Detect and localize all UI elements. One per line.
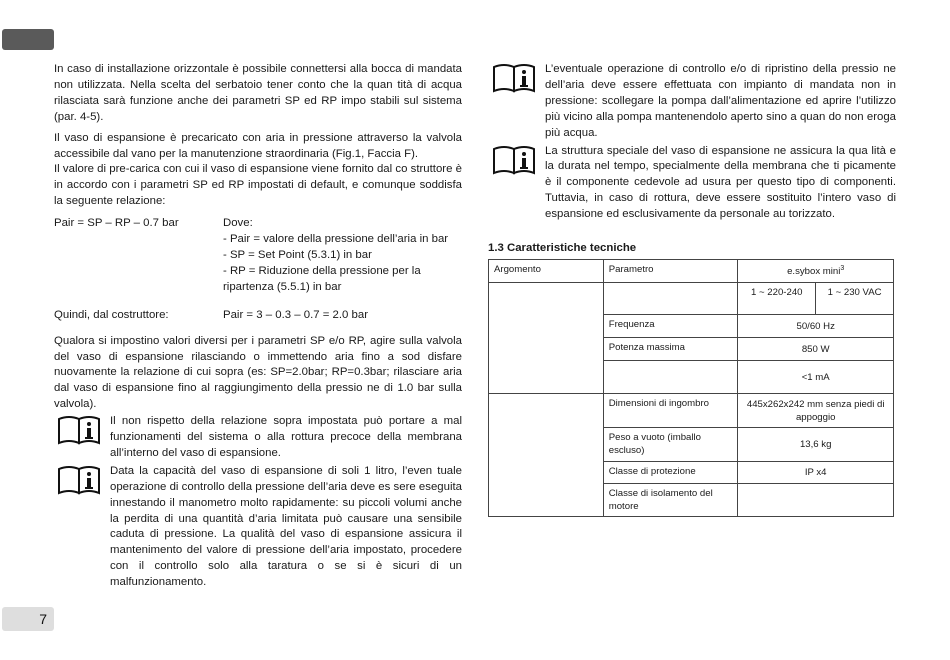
- technical-specs-table: [488, 259, 894, 517]
- section-title: 1.3 Caratteristiche tecniche: [488, 242, 637, 254]
- cell-value: [738, 484, 894, 517]
- cell-value: 850 W: [738, 338, 894, 361]
- paragraph-horizontal-installation: In caso di installazione orizzontale è possibile connettersi alla bocca di mandata non utilizzata. Nella scelta del serbatoio tener conto che la quan tità di acqua rilasciata sarà funzione anche dei parametri SP ed RP impo stabili sul sistema (par. 4-5).: [54, 63, 462, 123]
- cell-voltage-1: 1 ~ 220-240: [738, 283, 816, 315]
- cell-parameter: Classe di protezione: [603, 462, 738, 484]
- note-text: La struttura speciale del vaso di espansione ne assicura la qua lità e la durata nel tempo, specialmente della membrana che ti picamente è il componente cedevole ad usura per questo tipo di componenti. Tuttavia, in caso di rottura, deve essere sostituito l’intero vaso di espansione ed esclusivamente da personale au torizzato.: [545, 144, 896, 221]
- header-model: e.sybox mini$^3$: [738, 260, 894, 283]
- formula-def-pair: - Pair = valore della pressione dell’aria in bar: [223, 233, 449, 246]
- cell-value: IP x4: [738, 462, 894, 484]
- cell-parameter: Potenza massima: [603, 338, 738, 361]
- formula-def-rp: - RP = Riduzione della pressione per la ripartenza (5.5.1) in bar: [223, 264, 421, 293]
- table-row: [489, 260, 894, 283]
- note-control-procedure: [492, 62, 896, 142]
- manual-info-icon: [57, 415, 103, 445]
- cell-parameter: [603, 283, 738, 315]
- right-column: [492, 62, 896, 223]
- cell-parameter: Classe di isolamento del motore: [603, 484, 738, 517]
- cell-parameter: Frequenza: [603, 315, 738, 338]
- cell-value: 13,6 kg: [738, 428, 894, 462]
- note-vessel-structure: [492, 144, 896, 224]
- cell-voltage-2: 1 ~ 230 VAC: [816, 283, 894, 315]
- table-row: [489, 394, 894, 428]
- cell-argomento-electrical: [489, 283, 604, 394]
- paragraph-precharge-value: Il valore di pre-carica con cui il vaso di espansione viene fornito dal co struttore è in accordo con i parametri SP ed RP impostati di default, e comunque soddisfa la seguente relazione:: [54, 163, 462, 208]
- page-number: 7: [2, 607, 54, 631]
- formula-lhs: Pair = SP – RP – 0.7 bar: [54, 217, 179, 230]
- note-text: L’eventuale operazione di controllo e/o di ripristino della pressio ne dell’aria deve essere effettuata con impianto di mandata non in pressione: scollegare la pompa dall’alimentazione ed aprire l’utilizzo più vicino alla pompa mantenendolo aperto sino a quan do non eroga più acqua.: [545, 63, 896, 139]
- paragraph-different-values: Qualora si impostino valori diversi per i parametri SP e/o RP, agire sulla valvola del vaso di espansione rilasciando o immettendo aria fino a sod disfare nuovamente la relazione di cui sopra (es: SP=2.0bar; RP=0.3bar; rilasciare aria dal vaso di espansione fino al raggiungimento della pressio ne di 1.0 bar sulla valvola).: [54, 334, 462, 411]
- formula-manufacturer: [54, 308, 462, 324]
- cell-parameter: [603, 361, 738, 394]
- note-text: Il non rispetto della relazione sopra impostata può portare a mal funzionamenti del sistema o alla rottura precoce della membrana all’interno del vaso di espansione.: [110, 415, 462, 459]
- formula-def-sp: - SP = Set Point (5.3.1) in bar: [223, 248, 372, 261]
- formula-legend: [223, 216, 462, 296]
- cell-value: 50/60 Hz: [738, 315, 894, 338]
- cell-parameter: Peso a vuoto (imballo escluso): [603, 428, 738, 462]
- formula2-lhs: Quindi, dal costruttore:: [54, 308, 169, 321]
- manual-info-icon: [492, 63, 538, 93]
- cell-value: 445x262x242 mm senza piedi di appoggio: [738, 394, 894, 428]
- paragraph-precharge: Il vaso di espansione è precaricato con aria in pressione attraverso la valvola accessibile dal vano per la manutenzione straordinaria (Fig.1, Faccia F).: [54, 131, 462, 160]
- manual-info-icon: [492, 145, 538, 175]
- cell-value: <1 mA: [738, 361, 894, 394]
- note-relation-warning: [54, 414, 462, 462]
- cell-parameter: Dimensioni di ingombro: [603, 394, 738, 428]
- formula-where: Dove:: [223, 217, 253, 230]
- note-text: Data la capacità del vaso di espansione di soli 1 litro, l’even tuale operazione di controllo della pressione dell’aria deve es sere eseguita innestando il manometro molto rapidamente: su piccoli volumi anche la perdita di una quantità d’aria limitata può causare una sensibile caduta di pressione. La qualità del vaso di espansione assicura il mantenimento del valore di pressione dell’aria impostato, procedere con il controllo solo alla taratura o se si è sicuri di un malfunzionamento.: [110, 464, 462, 589]
- formula2-rhs: Pair = 3 – 0.3 – 0.7 = 2.0 bar: [223, 308, 369, 321]
- header-argomento: Argomento: [489, 260, 604, 283]
- manual-info-icon: [57, 465, 103, 495]
- table-row: [489, 283, 894, 315]
- cell-argomento-construction: [489, 394, 604, 517]
- header-parametro: Parametro: [603, 260, 738, 283]
- formula-relation: [54, 216, 462, 296]
- left-column: [54, 62, 462, 591]
- note-pressure-check: [54, 464, 462, 591]
- language-tab: [2, 29, 54, 50]
